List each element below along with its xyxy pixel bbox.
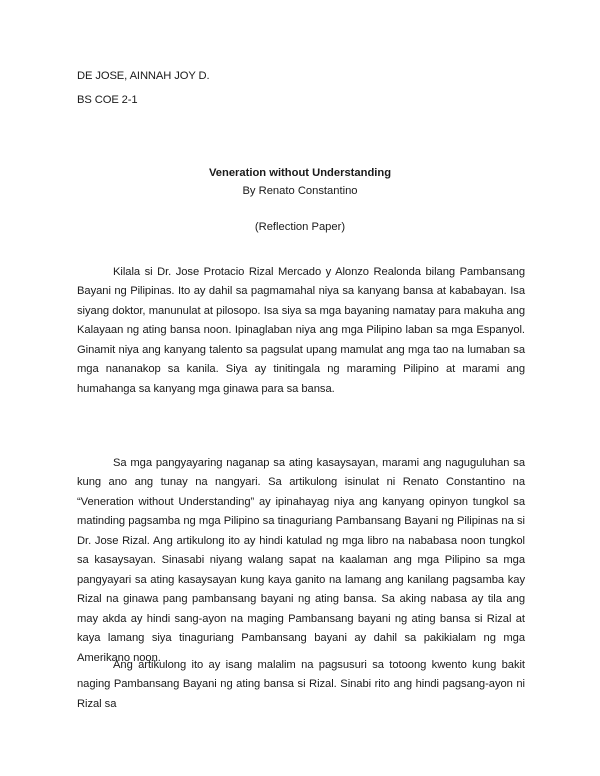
document-type-label: (Reflection Paper)	[254, 221, 346, 233]
author-name: DE JOSE, AINNAH JOY D.	[77, 70, 210, 82]
paragraph-1: Kilala si Dr. Jose Protacio Rizal Mercado y Alonzo Realonda bilang Pambansang Bayani ng Pilipinas. Ito ay dahil sa pagmamahal niya sa kanyang bansa at kababayan. Isa siyang doktor, manunulat at pilosopo. Isa siya sa mga bayaning namatay para makuha ang Kalayaan ng ating bansa noon. Ipinaglaban niya ang mga Pilipino laban sa mga Espanyol. Ginamit niya ang kanyang talento sa pagsulat upang mamulat ang mga tao na lumaban sa mga nananakop sa kanila. Siya ay tinitingala ng maraming Pilipino at marami ang humahanga sa kanyang mga ginawa para sa bansa.	[77, 266, 525, 395]
author-section: BS COE 2-1	[77, 94, 138, 106]
document-title: Veneration without Understanding	[208, 167, 392, 179]
paragraph-3: Ang artikulong ito ay isang malalim na pagsusuri sa totoong kwento kung bakit naging Pambansang Bayani ng ating bansa si Rizal. Sinabi rito ang hindi pagsang-ayon ni Rizal sa	[77, 659, 525, 710]
document-byline: By Renato Constantino	[242, 185, 358, 197]
paragraph-2: Sa mga pangyayaring naganap sa ating kasaysayan, marami ang naguguluhan sa kung ano ang tunay na nangyari. Sa artikulong isinulat ni Renato Constantino na “Veneration without Understanding” ay ipinahayag niya ang kanyang opinyon tungkol sa matinding pagsamba ng mga Pilipino sa tinaguriang Pambansang Bayani ng Pilipinas na si Dr. Jose Rizal. Ang artikulong ito ay hindi katulad ng mga libro na nababasa noon tungkol sa kasaysayan. Sinasabi niyang walang sapat na kaalaman ang mga Pilipino sa mga pangyayari sa ating kasaysayan kung kaya ganito na lamang ang kanilang pagsamba kay Rizal na ginawa pang pambansang bayani ng ating bansa. Sa aking nabasa ay tila ang may akda ay hindi sang-ayon na maging Pambansang bayani ng ating bansa si Rizal at kaya lamang siya tinaguriang Pambansang bayani ay dahil sa pakikialam ng mga Amerikano noon.	[77, 457, 525, 664]
